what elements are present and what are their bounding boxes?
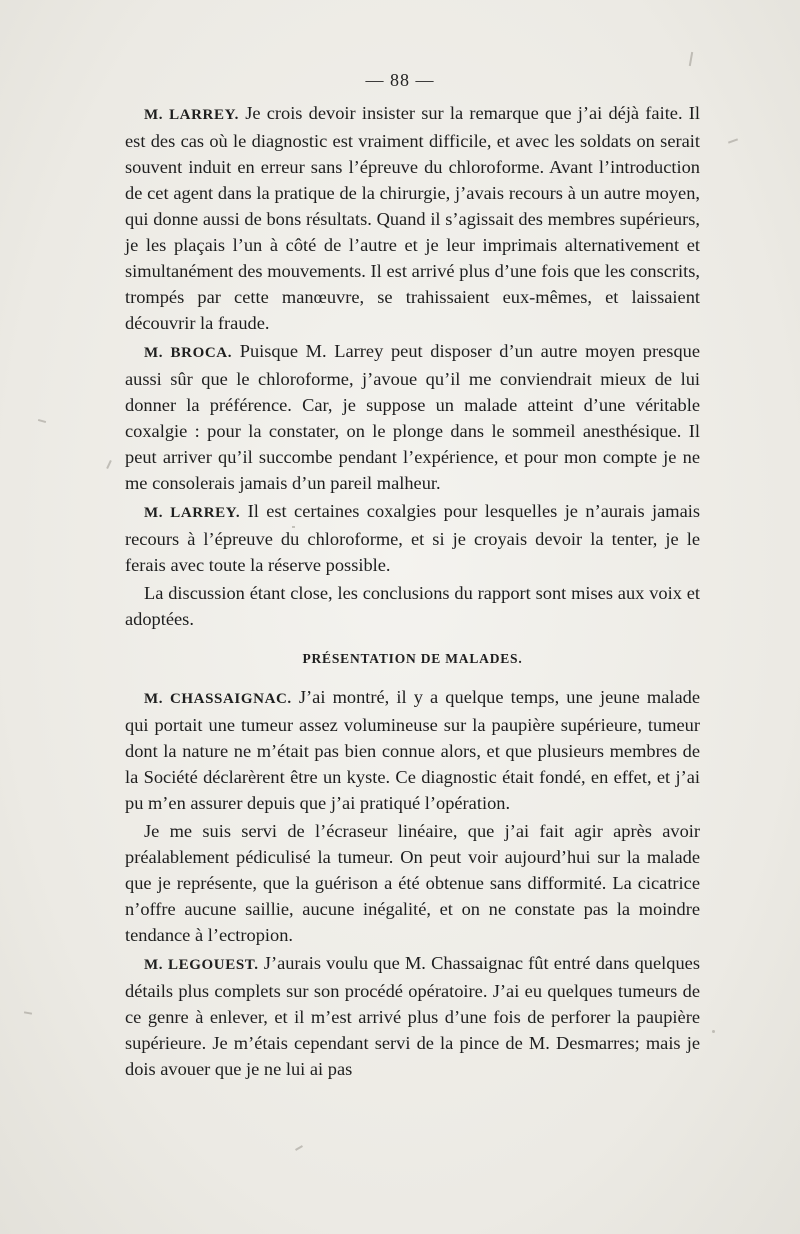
scan-mark [295,1145,303,1151]
paragraph-legouest [125,950,700,1082]
scan-mark [689,52,693,66]
paragraph-text: La discussion étant close, les conclusions du rapport sont mises aux voix et adoptées. [125,583,700,629]
scan-mark [38,419,46,423]
scan-mark [728,138,738,143]
speaker-name: M. CHASSAIGNAC. [144,691,292,707]
scan-mark [292,526,295,528]
scan-mark [712,1030,715,1033]
speaker-name: M. BROCA. [144,345,233,361]
paragraph-larrey-2 [125,498,700,578]
scan-mark [106,460,112,469]
speaker-name: M. LARREY. [144,505,241,521]
paragraph-chassaignac-continued [125,818,700,948]
paragraph-larrey-1 [125,100,700,336]
section-heading: PRÉSENTATION DE MALADES. [302,651,523,666]
scan-mark [24,1011,32,1014]
paragraph-text: Je crois devoir insister sur la remarque que j’ai déjà faite. Il est des cas où le diagnostic est vraiment difficile, et avec les soldats on serait souvent induit en erreur sans l’épreuve du chloroforme. Avant l’introduction de cet agent dans la pratique de la chirurgie, j’avais recours à un autre moyen, qui donne aussi de bons résultats. Quand il s’agissait des membres supérieurs, je les plaçais l’un à côté de l’autre et je leur imprimais alternativement et simultanément des mouvements. Il est arrivé plus d’une fois que les conscrits, trompés par cette manœuvre, se trahissaient eux-mêmes, et laissaient découvrir la fraude. [125,103,700,333]
paragraph-text: J’ai montré, il y a quelque temps, une jeune malade qui portait une tumeur assez volumineuse sur la paupière supérieure, tumeur dont la nature ne m’était pas bien connue alors, et que plusieurs membres de la Société déclarèrent être un kyste. Ce diagnostic était fondé, en effet, et j’ai pu m’en assurer depuis que j’ai pratiqué l’opération. [125,687,700,813]
paragraph-text: Je me suis servi de l’écraseur linéaire, que j’ai fait agir après avoir préalablement pédiculisé la tumeur. On peut voir aujourd’hui sur la malade que je représente, que la guérison a été obtenue sans difformité. La cicatrice n’offre aucune saillie, aucune inégalité, et on ne constate pas la moindre tendance à l’ectropion. [125,821,700,945]
paragraph-text: Puisque M. Larrey peut disposer d’un autre moyen presque aussi sûr que le chloroforme, j’avoue qu’il me conviendrait mieux de lui donner la préférence. Car, je suppose un malade atteint d’une véritable coxalgie : pour la constater, on le plonge dans le sommeil anesthésique. Il peut arriver qu’il succombe pendant l’expérience, et pour mon compte je ne me consolerais jamais d’un pareil malheur. [125,341,700,493]
speaker-name: M. LARREY. [144,107,239,123]
paragraph-discussion-close [125,580,700,632]
body-text [125,100,700,1084]
paragraph-text: J’aurais voulu que M. Chassaignac fût entré dans quelques détails plus complets sur son procédé opératoire. J’ai eu quelques tumeurs de ce genre à enlever, et il m’est arrivé plus d’une fois de perforer la paupière supérieure. Je m’étais cependant servi de la pince de M. Desmarres; mais je dois avouer que je ne lui ai pas [125,953,700,1079]
page-number: — 88 — [365,70,435,90]
paragraph-broca [125,338,700,496]
speaker-name: M. LEGOUEST. [144,957,259,973]
paragraph-text: Il est certaines coxalgies pour lesquelles je n’aurais jamais recours à l’épreuve du chloroforme, et si je croyais devoir la tenter, je le ferais avec toute la réserve possible. [125,501,701,575]
paragraph-chassaignac [125,684,700,816]
